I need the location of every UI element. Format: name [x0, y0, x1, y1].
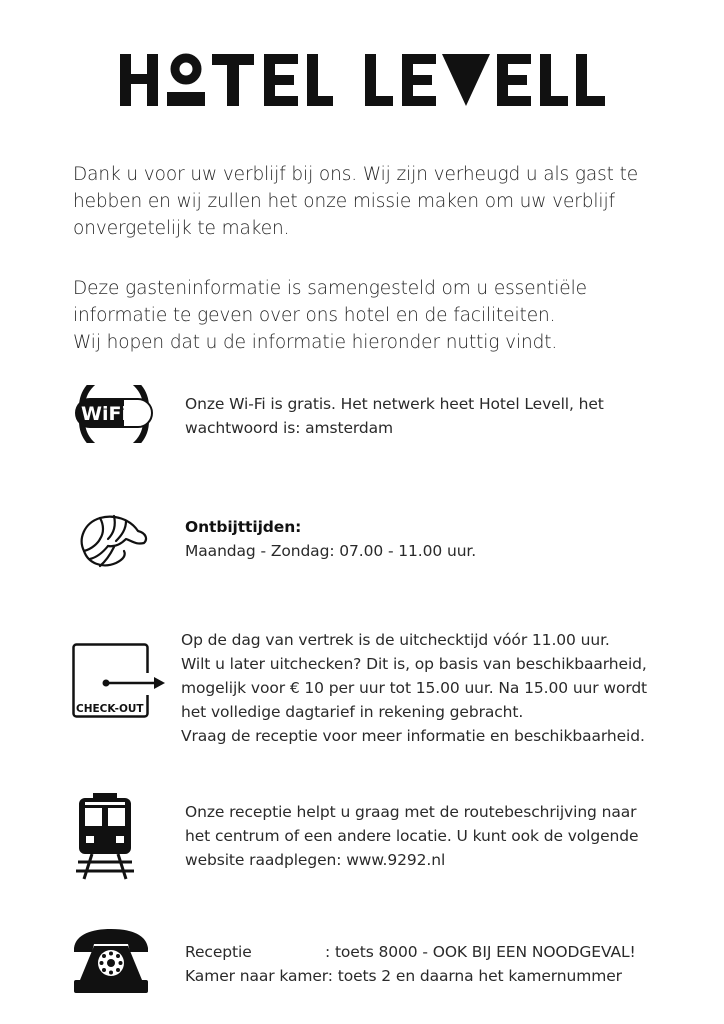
checkout-line: mogelijk voor € 10 per uur tot 15.00 uur. Na 15.00 uur wordt	[181, 679, 648, 697]
checkout-info	[181, 628, 647, 748]
intro-line: informatie te geven over ons hotel en de faciliteiten.	[73, 305, 556, 326]
wifi-line: wachtwoord is: amsterdam	[185, 419, 394, 437]
checkout-line: Op de dag van vertrek is de uitchecktijd vóór 11.00 uur.	[181, 631, 610, 649]
checkout-line: het volledige dagtarief in rekening gebracht.	[181, 703, 524, 721]
transport-line: het centrum of een andere locatie. U kunt ook de volgende	[185, 827, 639, 845]
phone-info	[185, 940, 636, 988]
wifi-line: Onze Wi-Fi is gratis. Het netwerk heet Hotel Levell, het	[185, 395, 604, 413]
intro-paragraph-1	[73, 161, 673, 242]
svg-text:WiFi: WiFi	[81, 403, 128, 425]
intro-line: Dank u voor uw verblijf bij ons. Wij zijn verheugd u als gast te	[73, 164, 639, 185]
train-icon	[76, 792, 134, 880]
transport-info	[185, 800, 638, 872]
transport-line: website raadplegen: www.9292.nl	[185, 851, 446, 869]
breakfast-info	[185, 515, 476, 563]
checkout-line: Wilt u later uitchecken? Dit is, op basis van beschikbaarheid,	[181, 655, 647, 673]
intro-line: Wij hopen dat u de informatie hieronder nuttig vindt.	[73, 332, 558, 353]
wifi-info	[185, 392, 604, 440]
checkout-icon	[72, 643, 168, 719]
croissant-icon	[74, 511, 150, 571]
room-to-room-line: Kamer naar kamer: toets 2 en daarna het kamernummer	[185, 967, 622, 985]
transport-line: Onze receptie helpt u graag met de routebeschrijving naar	[185, 803, 637, 821]
hotel-levell-logo	[0, 44, 724, 116]
wifi-icon	[74, 385, 154, 443]
intro-line: onvergetelijk te maken.	[73, 218, 290, 239]
svg-text:CHECK-OUT: CHECK-OUT	[76, 703, 144, 715]
reception-value: : toets 8000 - OOK BIJ EEN NOODGEVAL!	[325, 943, 636, 961]
intro-paragraph-2	[73, 275, 673, 356]
telephone-icon	[72, 928, 150, 994]
intro-line: hebben en wij zullen het onze missie maken om uw verblijf	[73, 191, 615, 212]
intro-line: Deze gasteninformatie is samengesteld om u essentiële	[73, 278, 587, 299]
breakfast-title: Ontbijttijden:	[185, 518, 302, 536]
breakfast-hours: Maandag - Zondag: 07.00 - 11.00 uur.	[185, 542, 477, 560]
checkout-line: Vraag de receptie voor meer informatie en beschikbaarheid.	[181, 727, 645, 745]
reception-row	[185, 940, 636, 964]
reception-label: Receptie	[185, 943, 252, 961]
